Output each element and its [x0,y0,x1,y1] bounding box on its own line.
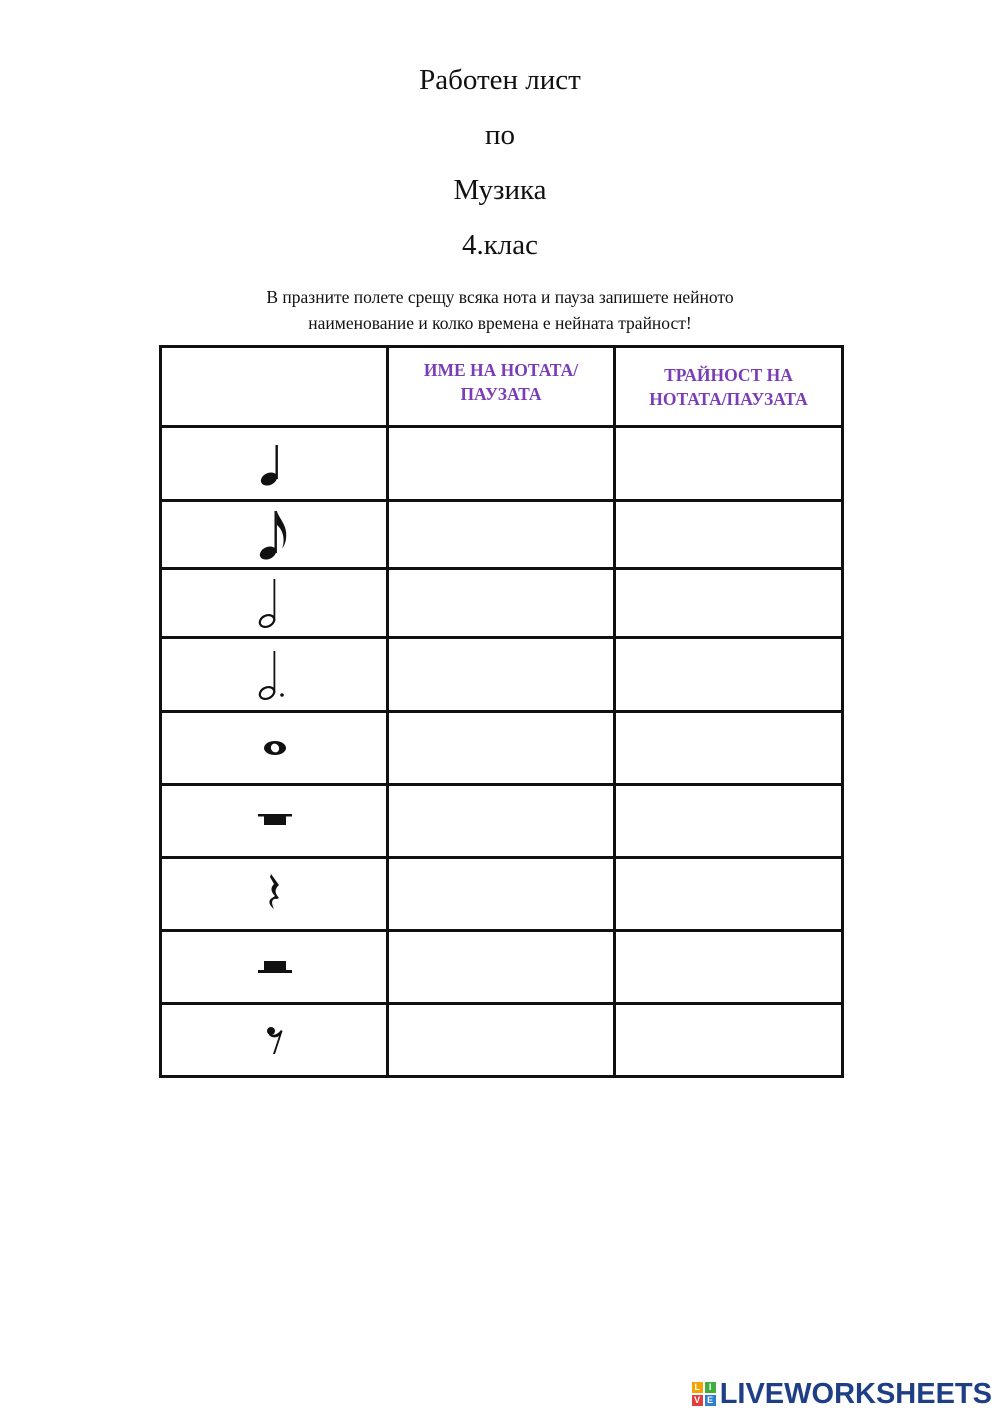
quarter-note-icon [255,439,295,489]
note-duration-input-cell[interactable] [615,712,843,785]
half-note-icon [255,575,295,631]
eighth-rest-icon [260,1023,290,1057]
symbol-cell [161,569,388,638]
header-empty-cell [161,347,388,427]
symbol-cell [161,1004,388,1077]
note-name-input-cell[interactable] [388,712,615,785]
header-note-duration-line-1: ТРАЙНОСТ НА [664,364,793,385]
note-name-input-cell[interactable] [388,569,615,638]
instructions-line-2: наименование и колко времена е нейната трайност! [308,313,692,333]
liveworksheets-logo-icon: L I V E [692,1382,716,1406]
note-name-input-cell[interactable] [388,427,615,501]
header-note-name-line-1: ИМЕ НА НОТАТА/ [423,360,579,380]
table-row [161,712,843,785]
note-name-input-cell[interactable] [388,785,615,858]
note-duration-input-cell[interactable] [615,1004,843,1077]
worksheet-title-preposition: по [484,119,516,151]
symbol-cell [161,785,388,858]
table-row [161,569,843,638]
note-duration-input-cell[interactable] [615,638,843,712]
note-name-input-cell[interactable] [388,1004,615,1077]
instructions [0,284,1000,336]
symbol-cell [161,931,388,1004]
note-duration-input-cell[interactable] [615,858,843,931]
note-name-input-cell[interactable] [388,931,615,1004]
header-note-duration [615,347,843,427]
table-row [161,785,843,858]
note-duration-input-cell[interactable] [615,501,843,569]
note-name-input-cell[interactable] [388,501,615,569]
note-duration-input-cell[interactable] [615,785,843,858]
symbol-cell [161,858,388,931]
table-row [161,427,843,501]
symbol-cell [161,501,388,569]
liveworksheets-logo [692,1378,992,1410]
table-row [161,931,843,1004]
symbol-cell [161,638,388,712]
note-name-input-cell[interactable] [388,858,615,931]
notes-table [159,345,844,1078]
table-row [161,638,843,712]
header-note-name-line-2: ПАУЗАТА [460,384,542,404]
liveworksheets-brand: LIVEWORKSHEETS [719,1377,992,1410]
table-row [161,1004,843,1077]
header-note-duration-line-2: НОТАТА/ПАУЗАТА [649,388,808,409]
note-duration-input-cell[interactable] [615,427,843,501]
note-duration-input-cell[interactable] [615,931,843,1004]
worksheet-title: Работен лист [419,64,581,96]
note-duration-input-cell[interactable] [615,569,843,638]
quarter-rest-icon [260,872,290,916]
header-note-name [388,347,615,427]
instructions-line-1: В празните полете срещу всяка нота и пауза запишете нейното [266,287,734,307]
symbol-cell [161,712,388,785]
table-row [161,501,843,569]
worksheet-grade: 4.клас [461,229,539,261]
worksheet-subject: Музика [453,174,547,206]
whole-rest-icon [255,811,295,831]
eighth-note-icon [255,507,295,563]
whole-note-icon [260,738,290,758]
half-rest-icon [255,957,295,977]
table-row [161,858,843,931]
table-header-row [161,347,843,427]
note-name-input-cell[interactable] [388,638,615,712]
dotted-half-note-icon [255,647,295,703]
symbol-cell [161,427,388,501]
